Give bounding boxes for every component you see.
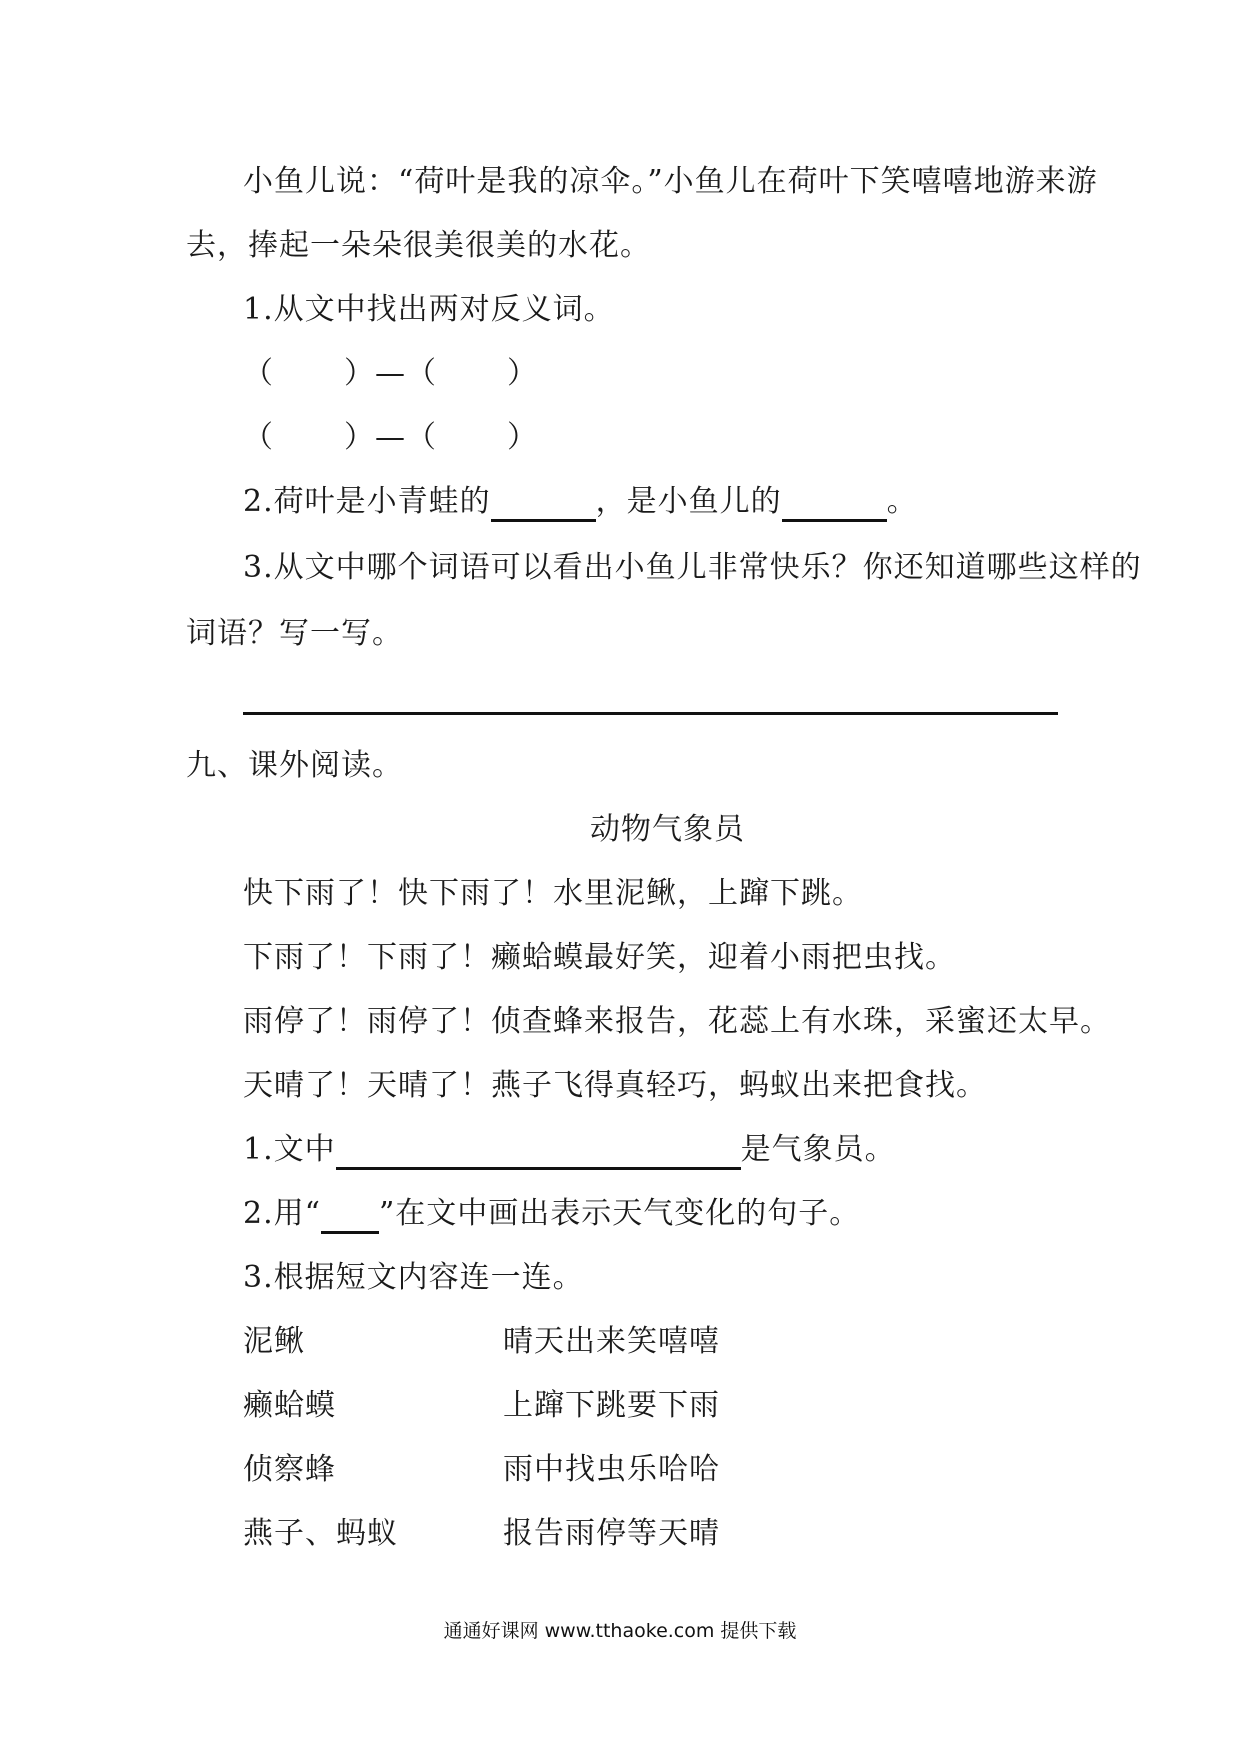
antonym-pair-2 — [243, 418, 538, 458]
question-3-line-2: 词语？写一写。 — [186, 616, 403, 651]
rq2-suffix: ”在文中画出表示天气变化的句子。 — [378, 1196, 861, 1231]
match-right-1[interactable]: 晴天出来笑嘻嘻 — [503, 1324, 720, 1359]
reading-line-1: 快下雨了！快下雨了！水里泥鳅，上蹿下跳。 — [243, 876, 863, 911]
paren-close: ） — [507, 356, 538, 391]
answer-blank[interactable] — [336, 1137, 741, 1170]
rq2-prefix: 2.用“ — [243, 1196, 321, 1231]
match-right-2[interactable]: 上蹿下跳要下雨 — [503, 1388, 720, 1423]
match-right-4[interactable]: 报告雨停等天晴 — [503, 1516, 720, 1551]
reading-line-4: 天晴了！天晴了！燕子飞得真轻巧，蚂蚁出来把食找。 — [243, 1068, 987, 1103]
q2-suffix: 。 — [886, 484, 918, 519]
q2-middle: ，是小鱼儿的 — [595, 484, 782, 519]
answer-blank-1[interactable] — [491, 489, 596, 522]
reading-title: 动物气象员 — [590, 812, 745, 847]
reading-line-3: 雨停了！雨停了！侦查蜂来报告，花蕊上有水珠，采蜜还太早。 — [243, 1004, 1111, 1039]
match-left-3[interactable]: 侦察蜂 — [243, 1452, 336, 1487]
paren-dash: ）—（ — [344, 356, 437, 391]
question-1: 1.从文中找出两对反义词。 — [243, 292, 615, 327]
match-left-2[interactable]: 癞蛤蟆 — [243, 1388, 336, 1423]
question-2 — [243, 482, 918, 522]
paren-open: （ — [243, 356, 274, 391]
paren-close: ） — [507, 420, 538, 455]
reading-question-1 — [243, 1130, 896, 1170]
match-left-1[interactable]: 泥鳅 — [243, 1324, 305, 1359]
reading-question-2 — [243, 1194, 860, 1234]
answer-blank-2[interactable] — [782, 489, 887, 522]
passage-line-2: 去，捧起一朵朵很美很美的水花。 — [186, 228, 651, 263]
paren-dash: ）—（ — [344, 420, 437, 455]
paren-open: （ — [243, 420, 274, 455]
match-left-4[interactable]: 燕子、蚂蚁 — [243, 1516, 398, 1551]
rq1-prefix: 1.文中 — [243, 1132, 336, 1167]
passage-line-1: 小鱼儿说：“荷叶是我的凉伞。”小鱼儿在荷叶下笑嘻嘻地游来游 — [243, 164, 1098, 199]
question-3-line-1: 3.从文中哪个词语可以看出小鱼儿非常快乐？你还知道哪些这样的 — [243, 550, 1142, 585]
reading-question-3: 3.根据短文内容连一连。 — [243, 1260, 584, 1295]
antonym-pair-1 — [243, 354, 538, 394]
underline-sample — [321, 1201, 379, 1234]
section-heading: 九、课外阅读。 — [186, 748, 403, 783]
answer-line[interactable] — [243, 712, 1058, 715]
reading-line-2: 下雨了！下雨了！癞蛤蟆最好笑，迎着小雨把虫找。 — [243, 940, 956, 975]
rq1-suffix: 是气象员。 — [740, 1132, 896, 1167]
q2-prefix: 2.荷叶是小青蛙的 — [243, 484, 491, 519]
page-footer: 通通好课网 www.tthaoke.com 提供下载 — [443, 1620, 797, 1642]
match-right-3[interactable]: 雨中找虫乐哈哈 — [503, 1452, 720, 1487]
